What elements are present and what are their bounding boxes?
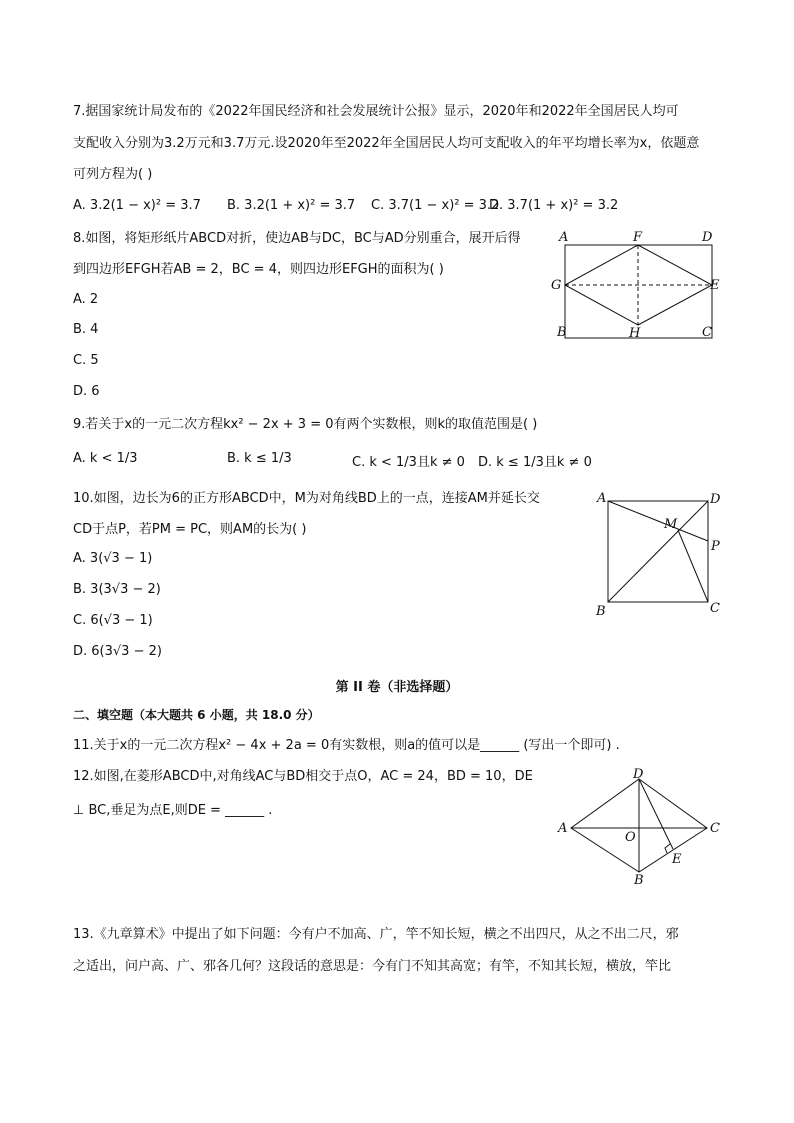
q10-option-c: C. 6(√3 − 1): [73, 613, 153, 628]
label-m: M: [664, 517, 678, 532]
label-g: G: [551, 278, 562, 293]
label-d: D: [710, 492, 721, 507]
q9-line-1: 9.若关于x的一元二次方程kx² − 2x + 3 = 0有两个实数根，则k的取值范围是( ): [73, 417, 538, 432]
q10-square-figure: [590, 488, 730, 618]
q7-option-d: D. 3.7(1 + x)² = 3.2: [489, 198, 619, 213]
q9-option-b: B. k ≤ 1/3: [227, 451, 292, 466]
q8-line-1: 8.如图，将矩形纸片ABCD对折，使边AB与DC，BC与AD分别重合，展开后得: [73, 231, 521, 246]
label-e: E: [710, 278, 720, 293]
q12-line-1: 12.如图,在菱形ABCD中,对角线AC与BD相交于点O，AC = 24，BD = 10，DE: [73, 769, 533, 784]
q8-rectangle-figure: [550, 228, 730, 343]
q10-option-a: A. 3(√3 − 1): [73, 551, 153, 566]
label-c: C: [710, 601, 720, 616]
label-b: B: [557, 325, 567, 340]
q9-option-c: C. k < 1/3且k ≠ 0: [352, 455, 465, 470]
right-angle-mark: [665, 844, 670, 853]
q13-line-1: 13.《九章算术》中提出了如下问题：今有户不加高、广，竿不知长短，横之不出四尺，从之不出二尺，邪: [73, 927, 679, 942]
q7-line-3: 可列方程为( ): [73, 167, 153, 182]
label-d: D: [702, 230, 713, 245]
q8-line-2: 到四边形EFGH若AB = 2，BC = 4，则四边形EFGH的面积为( ): [73, 262, 444, 277]
q7-option-a: A. 3.2(1 − x)² = 3.7: [73, 198, 201, 213]
q7-line-2: 支配收入分别为3.2万元和3.7万元.设2020年至2022年全国居民人均可支配收入的年平均增长率为x，依题意: [73, 136, 700, 151]
section-subtitle: 二、填空题（本大题共 6 小题，共 18.0 分）: [73, 708, 320, 722]
label-e: E: [672, 852, 682, 867]
label-a: A: [559, 230, 569, 245]
q8-option-c: C. 5: [73, 353, 99, 368]
label-a: A: [597, 491, 607, 506]
q13-line-2: 之适出，问户高、广、邪各几何？这段话的意思是：今有门不知其高宽；有竿，不知其长短，横放，竿比: [73, 959, 672, 974]
label-f: F: [633, 230, 643, 245]
label-c: C: [710, 821, 720, 836]
label-c: C: [702, 325, 712, 340]
q12-line-2: ⊥ BC,垂足为点E,则DE = ______ .: [73, 803, 273, 818]
q7-line-1: 7.据国家统计局发布的《2022年国民经济和社会发展统计公报》显示，2020年和2022年全国居民人均可: [73, 104, 679, 119]
segment-de: [639, 779, 673, 849]
label-h: H: [629, 326, 641, 341]
label-d: D: [633, 767, 644, 782]
segment-ap: [608, 501, 708, 541]
q10-line-2: CD于点P，若PM = PC，则AM的长为( ): [73, 522, 307, 537]
label-o: O: [625, 830, 636, 845]
section-title: 第 II 卷（非选择题）: [335, 680, 459, 695]
label-a: A: [558, 821, 568, 836]
label-b: B: [596, 604, 606, 619]
q8-option-a: A. 2: [73, 292, 99, 307]
q7-option-c: C. 3.7(1 − x)² = 3.2: [371, 198, 500, 213]
q7-option-b: B. 3.2(1 + x)² = 3.7: [227, 198, 356, 213]
q9-option-d: D. k ≤ 1/3且k ≠ 0: [478, 455, 592, 470]
q8-option-b: B. 4: [73, 322, 99, 337]
q9-option-a: A. k < 1/3: [73, 451, 138, 466]
q8-option-d: D. 6: [73, 384, 100, 399]
diagonal-bd: [608, 501, 708, 602]
segment-mc: [678, 530, 708, 602]
q12-rhombus-figure: [555, 765, 730, 887]
q11-line-1: 11.关于x的一元二次方程x² − 4x + 2a = 0有实数根，则a的值可以是______ (写出一个即可) .: [73, 738, 620, 753]
q10-option-b: B. 3(3√3 − 2): [73, 582, 161, 597]
label-b: B: [634, 873, 644, 888]
q10-line-1: 10.如图，边长为6的正方形ABCD中，M为对角线BD上的一点，连接AM并延长交: [73, 491, 540, 506]
label-p: P: [711, 539, 720, 554]
q10-option-d: D. 6(3√3 − 2): [73, 644, 162, 659]
